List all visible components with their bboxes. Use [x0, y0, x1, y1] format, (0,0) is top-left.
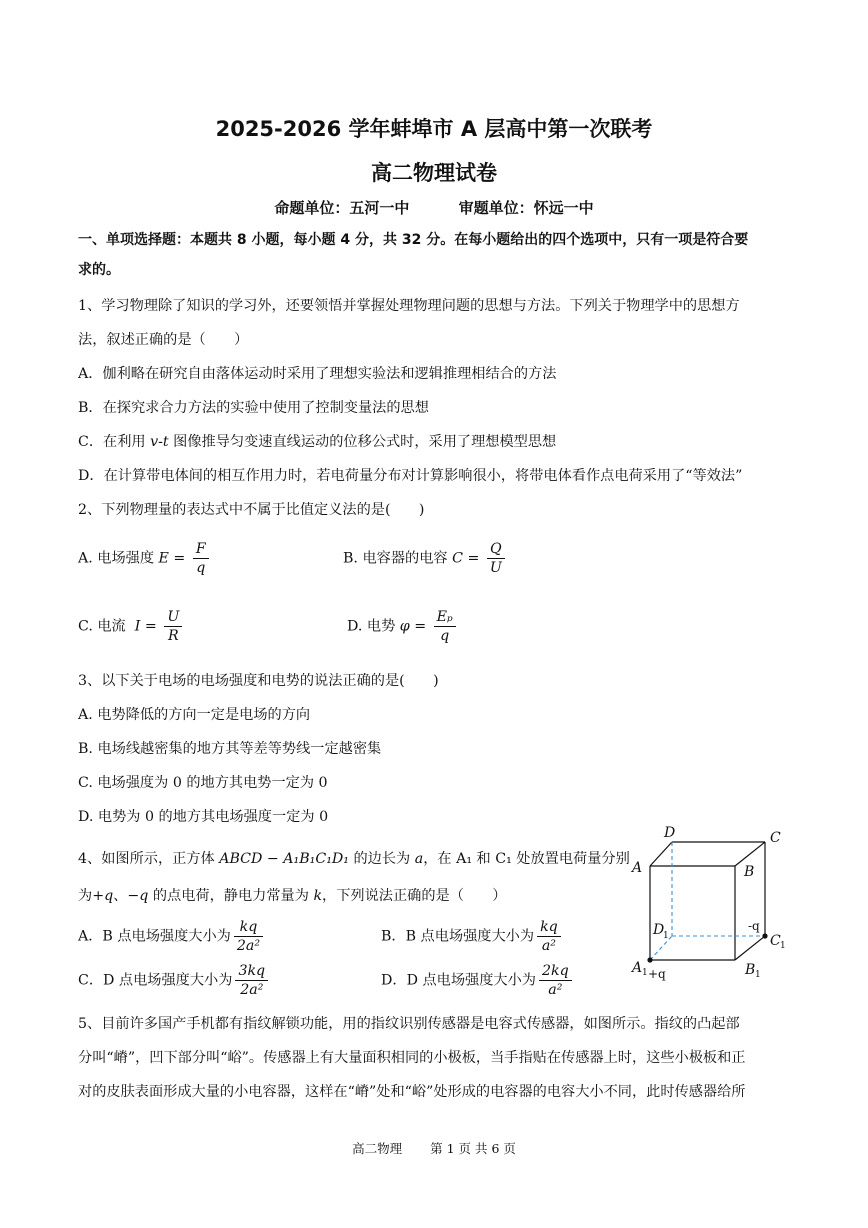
- exam-units: [0, 197, 868, 218]
- sub-a1: 1: [642, 968, 648, 978]
- exam-subtitle: 高二物理试卷: [371, 161, 497, 185]
- label-minus-q: -q: [748, 919, 760, 933]
- sub-c1: 1: [780, 941, 786, 951]
- review-unit: 审题单位：怀远一中: [458, 199, 594, 217]
- q1-stem-line1: 1、学习物理除了知识的学习外，还要领悟并掌握处理物理问题的思想与方法。下列关于物理学中的思想方: [78, 298, 740, 314]
- sub-d1: 1: [663, 931, 669, 941]
- label-a1: A: [632, 960, 643, 976]
- q2-option-d: D. 电势 φ = $\frac{\text{Eₚ}}{q}$: [347, 608, 459, 645]
- sub-b1: 1: [755, 970, 761, 980]
- q3-option-b: B. 电场线越密集的地方其等差等势线一定越密集: [78, 741, 382, 757]
- exam-title: 2025-2026 学年蚌埠市 A 层高中第一次联考: [215, 117, 653, 141]
- label-c1: C: [770, 933, 781, 949]
- label-plus-q: +q: [648, 967, 666, 981]
- q4-option-b: B．B 点电场强度大小为 $\frac{kq}{\text{a²}}$: [381, 918, 564, 955]
- label-c: C: [770, 830, 781, 846]
- label-d1: D: [653, 922, 665, 938]
- section-heading: 一、单项选择题：本题共 8 小题，每小题 4 分，共 32 分。在每小题给出的四个选项中，只有一项是符合要 求的。: [78, 232, 749, 278]
- edge-bc: [735, 842, 765, 866]
- page-footer: [0, 1139, 868, 1157]
- q4-option-a: A．B 点电场强度大小为 $\frac{kq}{\text{2a²}}$: [78, 918, 266, 955]
- edge-b1c1: [735, 936, 765, 960]
- q1-option-b: B．在探究求合力方法的实验中使用了控制变量法的思想: [78, 400, 429, 416]
- q4-stem-line2: 为+q、−q 的点电荷，静电力常量为 k，下列说法正确的是（ ）: [78, 888, 507, 904]
- q2-stem: 2、下列物理量的表达式中不属于比值定义法的是( ): [78, 502, 425, 518]
- q2-option-b: B. 电容器的电容 C = $\frac{Q}{U}$: [343, 540, 508, 577]
- q3-option-c: C. 电场强度为 0 的地方其电势一定为 0: [78, 775, 328, 791]
- q5-line3: 对的皮肤表面形成大量的小电容器，这样在“嵴”处和“峪”处形成的电容器的电容大小不同，此时传感器给所: [78, 1084, 746, 1100]
- q4-stem-line1: 4、如图所示，正方体 ABCD − A₁B₁C₁D₁ 的边长为 a，在 A₁ 和 C₁ 处放置电荷量分别: [78, 851, 630, 867]
- cube-visible-edges: [650, 842, 765, 960]
- charge-a1-dot: [647, 957, 652, 962]
- footer-subject: 高二物理: [352, 1141, 403, 1156]
- label-b: B: [744, 864, 755, 880]
- q1-stem-line2: 法，叙述正确的是（ ）: [78, 332, 249, 348]
- q5-line2: 分叫“嵴”，凹下部分叫“峪”。传感器上有大量面积相同的小极板，当手指贴在传感器上时，这些小极板和正: [78, 1050, 746, 1066]
- q3-option-d: D. 电势为 0 的地方其电场强度一定为 0: [78, 809, 329, 825]
- q1-option-d: D．在计算带电体间的相互作用力时，若电荷量分布对计算影响很小，将带电体看作点电荷采用了“等效法”: [78, 468, 743, 484]
- q5-line1: 5、目前许多国产手机都有指纹解锁功能，用的指纹识别传感器是电容式传感器，如图所示。指纹的凸起部: [78, 1016, 740, 1032]
- edge-ad: [650, 842, 672, 866]
- label-a: A: [632, 860, 643, 876]
- label-d: D: [664, 825, 676, 841]
- q2-option-a: A. 电场强度 E = $\frac{F}{q}$: [78, 540, 212, 577]
- q3-stem: 3、以下关于电场的电场强度和电势的说法正确的是( ): [78, 673, 439, 689]
- q1-option-c: C．在利用 v-t 图像推导匀变速直线运动的位移公式时，采用了理想模型思想: [78, 434, 557, 450]
- cube-figure: [620, 822, 800, 987]
- q2-option-c: C. 电流 I = $\frac{U}{R}$: [78, 608, 185, 645]
- q4-option-d: D．D 点电场强度大小为 $\frac{2kq}{\text{a²}}$: [381, 962, 575, 999]
- q3-option-a: A. 电势降低的方向一定是电场的方向: [78, 707, 311, 723]
- compose-unit: 命题单位：五河一中: [274, 199, 410, 217]
- q1-option-a: A．伽利略在研究自由落体运动时采用了理想实验法和逻辑推理相结合的方法: [78, 366, 557, 382]
- cube-hidden-edges: [650, 842, 765, 960]
- footer-page: 第 1 页 共 6 页: [430, 1141, 516, 1156]
- charge-c1-dot: [762, 933, 767, 938]
- label-b1: B: [745, 962, 756, 978]
- q4-option-c: C．D 点电场强度大小为 $\frac{3kq}{\text{2a²}}$: [78, 962, 271, 999]
